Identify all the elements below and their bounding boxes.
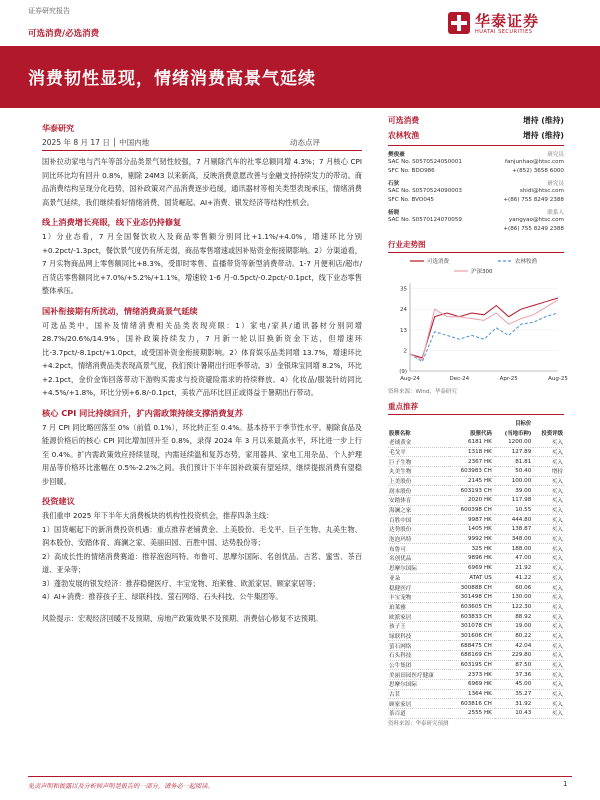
investment-rating: 买入 [551, 653, 563, 660]
stock-code: 9987 HK [467, 516, 492, 523]
main-body [42, 155, 362, 625]
analyst-sac: SAC No. S0570524090003 [388, 188, 462, 194]
target-price: 117.98 [511, 497, 532, 504]
logo-subtext: HUATAI SECURITIES [475, 29, 533, 35]
section-text: 1）分业态看，7 月全国餐饮收入及商品零售额分别同比+1.1%/+4.0%，增速环比分别+0.2pct/-1.3pct，餐饮景气度仍有所走弱，商品零售增速或因补贴资金衔接期影响。2）分渠道看，7 月实物商品网上零售额同比+8.3%，受即时零售、直播带货等新型消费带动。1-7 月便利店/超市/百货店零售额同比+7.0%/+5.2%/+1.1%，增速较 1-6 月-0.5pct/-0.2pct/-0.1pct，线下业态零售整体承压。 [42, 232, 362, 295]
x-tick-label: Dec-24 [449, 376, 470, 382]
target-price: 19.00 [515, 623, 532, 630]
investment-rating: 买入 [551, 692, 563, 699]
y-tick-label: 24 [400, 307, 407, 314]
investment-rating: 买入 [551, 672, 563, 679]
stock-name: 古茗 [389, 692, 401, 699]
stock-name: 石头科技 [389, 653, 412, 660]
target-price: 50.40 [515, 468, 532, 475]
target-price: 229.80 [511, 652, 532, 659]
target-price: 37.36 [515, 671, 532, 678]
x-tick-label: Aug-24 [400, 376, 420, 382]
stock-name: 百胜中国 [389, 517, 412, 524]
target-price: 444.80 [511, 516, 532, 523]
x-tick-label: Apr-25 [499, 376, 518, 382]
investment-rating: 买入 [551, 517, 563, 524]
section-text: 可选品类中，国补及情绪消费相关品类表现亮眼：1）家电/家具/通讯器材分别同增 28.7%/20.6%/14.9%，国补政策持续发力，7 月新一轮以旧换新资金下达，但增速环比-3.7pct/-8.1pct/+1.0pct，或受国补资金衔接期影响。2）体育娱乐品类同增 13.7%，增速环比+4.2pct，情绪消费品类表现高景气度，我们预计暑期出行旺季带动。3）金银珠宝同增 8.2%，环比+2.1pct，金价金饰回落带动下游购买需求与投资避险需求的持续释放。4）化妆品/服装针纺同比+4.5%/+1.8%，环比分别+6.8/-0.1pct，美妆产品环比回正或得益于暑期出行带动。 [42, 320, 362, 397]
rating-row [388, 115, 564, 126]
target-price: 80.22 [515, 632, 532, 639]
stock-code: 6969 HK [467, 681, 492, 688]
target-price: 127.89 [511, 448, 532, 455]
stock-code: ATAT US [469, 574, 492, 581]
analyst-email[interactable]: shidi@htsc.com [519, 188, 564, 194]
report-category: 证券研究报告 [28, 7, 70, 15]
table-row [388, 505, 564, 515]
stock-name: 丸美生物 [389, 469, 412, 476]
logo-text: 华泰证券 [475, 12, 540, 30]
page-title: 消费韧性显现，情绪消费高景气延续 [28, 69, 316, 89]
footer-divider [28, 776, 572, 777]
table-row [388, 689, 564, 699]
investment-rating: 买入 [551, 701, 563, 708]
target-price: 138.87 [511, 526, 532, 533]
stock-code: 6969 HK [467, 565, 492, 572]
stock-name: 茶百道 [389, 711, 406, 718]
stock-name: 思摩尔国际 [389, 682, 417, 689]
stock-code: 688169 CH [460, 652, 492, 659]
table-row [388, 641, 564, 651]
investment-rating: 买入 [551, 575, 563, 582]
y-tick-label: (9) [399, 369, 407, 375]
risk-warning: 风险提示：宏观经济回暖不及预期、房地产政策效果不及预期、消费信心修复不达预期。 [42, 613, 323, 623]
investment-rating: 买入 [551, 682, 563, 689]
investment-rating: 买入 [551, 624, 563, 631]
target-price: 41.22 [515, 574, 532, 581]
rating-value: 增持 (维持) [522, 116, 564, 125]
column-header: 投资评级 [541, 430, 563, 437]
analyst-phone: +(86) 755 8249 2388 [503, 225, 564, 232]
recs-header-row [388, 418, 564, 428]
section-text: 我们重申 2025 年下半年大消费板块的机构性投资机会，推荐四条主线： 1）国货崛起下的新消费投资机遇：重点推荐老铺黄金、上美股份、毛戈平、巨子生物、丸美生物、润本股份、安踏体育、海澜之家、美丽田园、百胜中国、达势股份等； 2）高成长性的情绪消费赛道：推荐泡泡玛特、布鲁可、思摩尔国际、名创优品、古茗、蜜雪、茶百道、亚朵等； 3）蓬勃发展的银发经济：推荐稳健医疗、丰宝宠物、珀莱雅、欧派家居、顾家家居等； 4）AI+消费：推荐孩子王、绿联科技、萤石网络、石头科技、公牛集团等。 [42, 511, 362, 601]
stock-code: 2373 HK [467, 671, 492, 678]
stock-name: 达势股份 [389, 527, 412, 534]
analyst-sfc: SFC No. BVO045 [388, 196, 434, 203]
x-tick-label: Aug-25 [548, 376, 568, 382]
recs-source: 资料来源：华泰研究预测 [388, 720, 449, 727]
stock-name: 安踏体育 [389, 498, 412, 505]
investment-rating: 买入 [551, 585, 563, 592]
table-row [388, 447, 564, 457]
stock-code: 9896 HK [467, 555, 492, 562]
target-price: 47.00 [515, 555, 532, 562]
target-price: 10.43 [515, 710, 532, 717]
analyst-card [388, 179, 564, 204]
stock-name: 顾家家居 [389, 701, 412, 708]
legend-label: 沪深300 [471, 269, 493, 275]
table-row [388, 563, 564, 573]
legend-label: 农林牧渔 [515, 259, 538, 265]
target-price: 130.00 [511, 594, 532, 601]
stock-code: 325 HK [471, 545, 492, 552]
investment-rating: 买入 [551, 449, 563, 456]
investment-rating: 买入 [551, 633, 563, 640]
stock-name: 巨子生物 [389, 459, 412, 466]
stock-name: 孩子王 [389, 624, 406, 631]
sidebar [388, 115, 568, 727]
investment-rating: 买入 [551, 604, 563, 611]
report-date: 2025 年 8 月 17 日 │ 中国内地 [42, 138, 150, 147]
table-row [388, 457, 564, 467]
stock-name: 毛戈平 [389, 449, 406, 456]
section-text: 7 月 CPI 同比略回落至 0%（前值 0.1%），环比转正至 0.4%。基本持平于季节性水平。剔除食品及能源价格后的核心 CPI 同比增加回升至 0.8%，录得 2024 年 3 月以来最高水平，环比进一步上行至 0.4%。扩内需政策效应持续显现，内需延续温和复苏态势，家用器具、家电工用杂品、个人护理用品等价格环比涨幅在 0.5%-2.2%之间。我们预计下半年国补政策有望延续，继续提振消费有望稳步回暖。 [42, 422, 362, 486]
analyst-email[interactable]: yangyao@htsc.com [508, 217, 564, 223]
rating-row [388, 130, 564, 141]
target-price: 122.30 [511, 603, 532, 610]
table-row [388, 437, 564, 447]
analyst-sac: SAC No. S0570124070059 [388, 217, 462, 223]
investment-rating: 买入 [551, 663, 563, 670]
column-header [533, 418, 564, 428]
investment-rating: 买入 [551, 488, 563, 495]
target-price: 60.06 [515, 584, 532, 591]
section-heading: 国补衔接期有所扰动，情绪消费高景气延续 [42, 305, 198, 316]
target-price: 31.92 [515, 700, 532, 707]
rating-sector: 农林牧渔 [388, 131, 420, 140]
stock-code: 300888 CH [460, 584, 492, 591]
investment-rating: 买入 [551, 459, 563, 466]
table-row [388, 515, 564, 525]
table-row [388, 583, 564, 593]
investment-rating: 买入 [551, 643, 563, 650]
analysts [388, 150, 564, 233]
intro-paragraph: 国补拉动家电与汽车等部分品类景气韧性较强，7 月剔除汽车的社零总额同增 4.3%；7 月核心 CPI 同比环比均有回升 0.8%，剔除 24M3 以来新高，反映消费意愿改善与金融支持持续发力的带动。商品消费结构呈现分化趋势，国补政策对产品消费逐步趋缓，通讯器材等相关类型表现承压，情绪消费高景气延续，我们继续看好情绪消费、国货崛起、AI+消费、银发经济等结构性机会。 [42, 157, 362, 207]
investment-rating: 买入 [551, 566, 563, 573]
investment-rating: 买入 [551, 527, 563, 534]
target-price: 10.55 [515, 507, 532, 514]
table-row [388, 621, 564, 631]
stock-code: 6181 HK [467, 438, 492, 445]
stock-code: 603195 CH [460, 662, 492, 669]
stock-name: 布鲁可 [389, 546, 406, 553]
table-row [388, 496, 564, 506]
target-price: 87.50 [515, 662, 532, 669]
stock-name: 欧派家居 [389, 614, 412, 621]
table-row [388, 525, 564, 535]
section-heading: 线上消费增长亮眼，线下业态仍持修复 [42, 217, 182, 227]
series-line-0 [410, 298, 558, 358]
stock-name: 珀莱雅 [389, 604, 406, 611]
analyst-role: 研究员 [547, 152, 564, 158]
table-row [388, 486, 564, 496]
title-banner [0, 46, 600, 108]
stock-name: 美丽田园医疗健康 [389, 672, 434, 679]
stock-name: 名创优品 [389, 556, 412, 563]
target-price: 348.00 [511, 536, 532, 543]
investment-rating: 买入 [551, 478, 563, 485]
stock-name: 亚朵 [389, 575, 401, 582]
column-header [449, 418, 495, 428]
recs-heading: 重点推荐 [388, 401, 564, 415]
section-heading: 核心 CPI 同比持续回升，扩内需政策持续支撑消费复苏 [42, 407, 243, 418]
investment-rating: 买入 [551, 614, 563, 621]
analyst-phone: +(86) 755 8249 2388 [503, 196, 564, 203]
investment-rating: 买入 [551, 556, 563, 563]
divider [42, 150, 362, 151]
analyst-email[interactable]: fanjunhao@htsc.com [504, 159, 564, 165]
column-header [388, 418, 449, 428]
column-header: 股票名称 [389, 430, 411, 437]
analyst-phone: +(852) 3658 6000 [512, 167, 564, 174]
stock-code: 603605 CH [460, 603, 492, 610]
table-row [388, 534, 564, 544]
column-header: (当地币种) [504, 430, 532, 437]
investment-rating: 买入 [551, 546, 563, 553]
table-row [388, 680, 564, 690]
investment-rating: 买入 [551, 439, 563, 446]
stock-name: 老铺黄金 [389, 439, 412, 446]
target-price: 1200.00 [508, 438, 532, 445]
stock-name: 泡泡玛特 [389, 537, 412, 544]
chart-source: 资料来源：Wind，华泰研究 [388, 389, 457, 395]
analyst-name: 杨晓 [388, 210, 400, 216]
target-price: 42.04 [515, 642, 532, 649]
table-row [388, 554, 564, 564]
recs-header-row [388, 428, 564, 438]
y-tick-label: 35 [400, 286, 407, 293]
analyst-role: 联系人 [547, 210, 564, 216]
rating-sector: 可选消费 [388, 116, 420, 125]
target-price: 35.27 [515, 691, 532, 698]
stock-code: 2020 HK [467, 497, 492, 504]
research-org: 华泰研究 [42, 124, 74, 133]
stock-code: 301606 CH [460, 632, 492, 639]
divider [388, 145, 564, 146]
analyst-name: 樊俊豪 [388, 152, 405, 158]
investment-rating: 增持 [551, 469, 563, 476]
analyst-card [388, 208, 564, 233]
trend-chart [388, 253, 568, 387]
analyst-role: 研究员 [547, 181, 564, 187]
trend-heading: 行业走势图 [388, 239, 564, 253]
analyst-sfc: SFC No. BDO986 [388, 167, 435, 174]
table-row [388, 592, 564, 602]
stock-name: 稳健医疗 [389, 585, 412, 592]
recs-table [388, 418, 564, 719]
y-tick-label: 13 [400, 327, 407, 334]
stock-code: 1318 HK [467, 448, 492, 455]
stock-code: 603833 CH [460, 613, 492, 620]
stock-code: 301078 CH [460, 623, 492, 630]
stock-code: 2145 HK [467, 477, 492, 484]
stock-code: 1364 HK [467, 691, 492, 698]
table-row [388, 699, 564, 709]
section-heading: 投资建议 [42, 496, 75, 506]
stock-name: 润本股份 [389, 488, 412, 495]
analyst-sac: SAC No. S0570524050001 [388, 159, 462, 165]
logo-icon [448, 12, 470, 34]
report-type: 动态点评 [290, 138, 320, 147]
stock-code: 9992 HK [467, 536, 492, 543]
table-row [388, 466, 564, 476]
y-tick-label: 2 [403, 348, 407, 355]
table-row [388, 631, 564, 641]
stock-name: 公牛集团 [389, 663, 412, 670]
table-row [388, 709, 564, 719]
stock-code: 600398 CH [460, 507, 492, 514]
series-label: 可选消费/必选消费 [28, 29, 100, 39]
analyst-card [388, 150, 564, 175]
stock-code: 688475 CH [460, 642, 492, 649]
stock-name: 萤石网络 [389, 643, 412, 650]
target-price: 21.92 [515, 565, 532, 572]
target-price: 100.00 [511, 477, 532, 484]
target-price: 81.81 [515, 458, 532, 465]
stock-code: 603193 CH [460, 487, 492, 494]
sections [42, 217, 362, 604]
stock-name: 丰宝宠物 [389, 595, 412, 602]
stock-name: 绿联科技 [389, 633, 412, 640]
target-price: 39.00 [515, 487, 532, 494]
huatai-logo [448, 10, 578, 38]
stock-name: 海澜之家 [389, 508, 412, 515]
table-row [388, 651, 564, 661]
investment-rating: 买入 [551, 508, 563, 515]
stock-code: 603983 CH [460, 468, 492, 475]
disclaimer-note: 免责声明和披露以及分析师声明是报告的一部分，请务必一起阅读。 [28, 783, 214, 790]
target-price: 45.00 [515, 681, 532, 688]
stock-name: 思摩尔国际 [389, 566, 417, 573]
investment-rating: 买入 [551, 595, 563, 602]
investment-rating: 买入 [551, 711, 563, 718]
column-header: 目标价 [515, 420, 532, 427]
stock-name: 上美股份 [389, 478, 412, 485]
legend-label: 可选消费 [427, 259, 450, 265]
trend-chart-svg [388, 253, 568, 387]
table-row [388, 602, 564, 612]
table-row [388, 670, 564, 680]
table-row [388, 660, 564, 670]
target-price: 88.92 [515, 613, 532, 620]
stock-code: 1405 HK [467, 526, 492, 533]
stock-code: 301498 CH [460, 594, 492, 601]
ratings [388, 115, 564, 141]
rating-value: 增持 (维持) [522, 131, 564, 140]
investment-rating: 买入 [551, 498, 563, 505]
column-header: 股票代码 [470, 430, 492, 437]
page-number: 1 [563, 780, 568, 788]
table-row [388, 544, 564, 554]
table-row [388, 476, 564, 486]
stock-code: 2367 HK [467, 458, 492, 465]
table-row [388, 612, 564, 622]
target-price: 188.00 [511, 545, 532, 552]
table-row [388, 573, 564, 583]
analyst-name: 石狄 [388, 181, 400, 187]
investment-rating: 买入 [551, 537, 563, 544]
stock-code: 603816 CH [460, 700, 492, 707]
stock-code: 2555 HK [467, 710, 492, 717]
